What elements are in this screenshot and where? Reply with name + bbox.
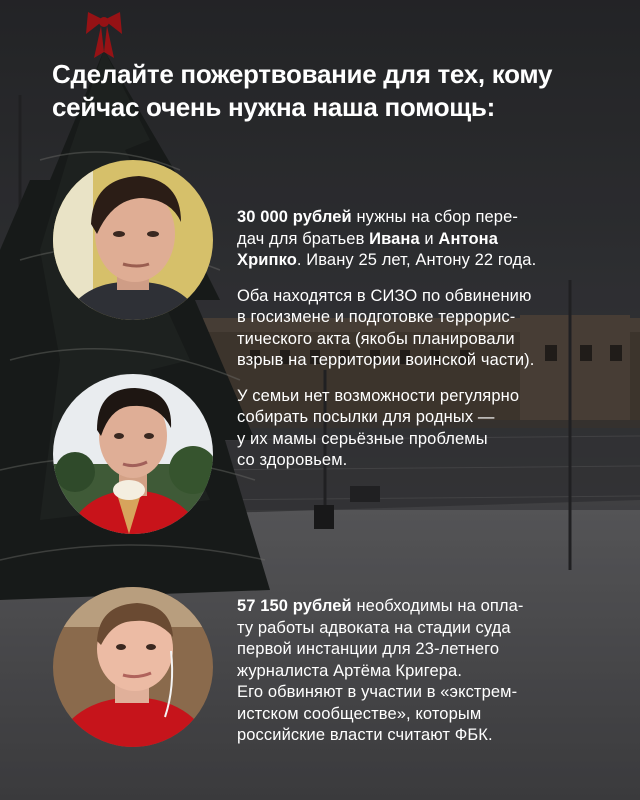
case-hripko-paragraph-1 bbox=[237, 207, 597, 272]
case-hripko-paragraph-3 bbox=[237, 386, 597, 472]
amount-hripko: 30 000 рублей bbox=[237, 208, 352, 226]
text-line: журналиста Артёма Кригера. bbox=[237, 661, 463, 680]
name-ivan: Ивана bbox=[369, 229, 420, 248]
text-line: в госизмене и подготовке террорис- bbox=[237, 308, 516, 326]
headline-line-2: сейчас очень нужна наша помощь: bbox=[52, 92, 495, 122]
text-line: тического акта (якобы планировали bbox=[237, 329, 515, 348]
text-line: ту работы адвоката на стадии суда bbox=[237, 618, 511, 637]
case-kriger-text bbox=[237, 596, 597, 761]
text-fragment: нужны на сбор пере- bbox=[351, 208, 518, 226]
portrait-anton bbox=[53, 374, 213, 534]
headline-line-1: Сделайте пожертвование для тех, кому bbox=[52, 59, 553, 89]
text-line: взрыв на территории воинской части). bbox=[237, 351, 535, 369]
text-fragment: . Ивану 25 лет, Антону 22 года. bbox=[296, 251, 537, 269]
case-hripko-paragraph-2 bbox=[237, 286, 597, 372]
text-line: со здоровьем. bbox=[237, 451, 348, 469]
text-line: Его обвиняют в участии в «экстрем- bbox=[237, 683, 518, 701]
headline bbox=[52, 58, 612, 124]
amount-kriger: 57 150 рублей bbox=[237, 597, 352, 615]
text-line: первой инстанции для 23-летнего bbox=[237, 640, 500, 658]
portrait-artem bbox=[53, 587, 213, 747]
case-hripko-text bbox=[237, 207, 597, 486]
text-fragment: и bbox=[419, 229, 439, 248]
text-line: российские власти считают ФБК. bbox=[237, 726, 493, 744]
surname-hripko: Хрипко bbox=[237, 251, 297, 269]
text-line: собирать посылки для родных — bbox=[237, 408, 495, 426]
name-anton: Антона bbox=[438, 229, 498, 248]
text-line: Оба находятся в СИЗО по обвинению bbox=[237, 286, 532, 305]
text-fragment: необходимы на опла- bbox=[351, 597, 524, 615]
text-line: У семьи нет возможности регулярно bbox=[237, 386, 520, 405]
portrait-ivan bbox=[53, 160, 213, 320]
case-kriger-paragraph bbox=[237, 596, 597, 747]
text-line: истском сообществе», которым bbox=[237, 704, 482, 723]
text-line: у их мамы серьёзные проблемы bbox=[237, 429, 488, 448]
text-fragment: дач для братьев bbox=[237, 229, 370, 248]
